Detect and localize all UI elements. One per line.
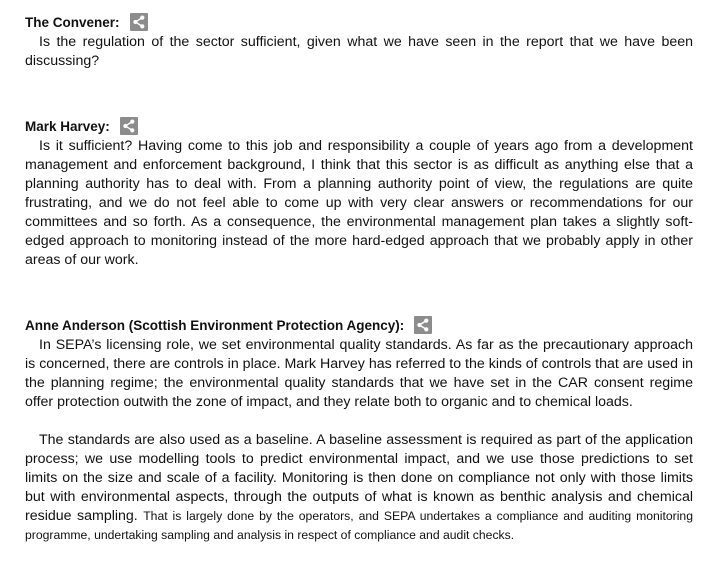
transcript-entry-mark-harvey [25, 117, 693, 270]
paragraph-gap [25, 412, 693, 431]
speech-paragraph-main: The standards are also used as a baseline. A baseline assessment is required as part of the application process; we use modelling tools to predict environmental impact, and we use those predictions to set limits on the size and scale of a facility. Monitoring is then done on compliance not only with those limits but with environmental aspects, through the outputs of what is known as benthic analysis and chemical residue sampling. [25, 432, 693, 524]
speaker-heading [25, 117, 693, 137]
speaker-name: The Convener: [25, 15, 120, 30]
share-icon[interactable] [130, 13, 148, 31]
speaker-heading [25, 316, 693, 336]
speech-paragraph: Is the regulation of the sector sufficient, given what we have seen in the report that we have been discussing? [25, 34, 693, 69]
speech-paragraph [25, 431, 693, 545]
speech-paragraph: Is it sufficient? Having come to this job and responsibility a couple of years ago from a development management and enforcement background, I think that this sector is as difficult as anything else that a planning authority has to deal with. From a planning authority point of view, the regulations are quite frustrating, and we do not feel able to come up with very clear answers or recommendations for our committees and so forth. As a consequence, the environmental management plan takes a slightly soft-edged approach to monitoring instead of the more hard-edged approach that we probably apply in other areas of our work. [25, 138, 693, 268]
share-icon[interactable] [120, 117, 138, 135]
share-icon[interactable] [414, 316, 432, 334]
transcript-entry-anne-anderson [25, 316, 693, 545]
speaker-heading [25, 13, 693, 33]
speaker-name: Mark Harvey: [25, 119, 110, 134]
speaker-name: Anne Anderson (Scottish Environment Protection Agency): [25, 318, 405, 333]
speech-paragraph-tail: That is largely done by the operators, and SEPA undertakes a compliance and auditing monitoring programme, undertaking sampling and analysis in respect of compliance and audit checks. [25, 509, 693, 542]
speech-paragraph: In SEPA’s licensing role, we set environmental quality standards. As far as the precautionary approach is concerned, there are controls in place. Mark Harvey has referred to the kinds of controls that are used in the planning regime; the environmental quality standards that we have set in the CAR consent regime offer protection outwith the zone of impact, and they relate both to organic and to chemical loads. [25, 337, 693, 410]
transcript-entry-convener [25, 13, 693, 71]
